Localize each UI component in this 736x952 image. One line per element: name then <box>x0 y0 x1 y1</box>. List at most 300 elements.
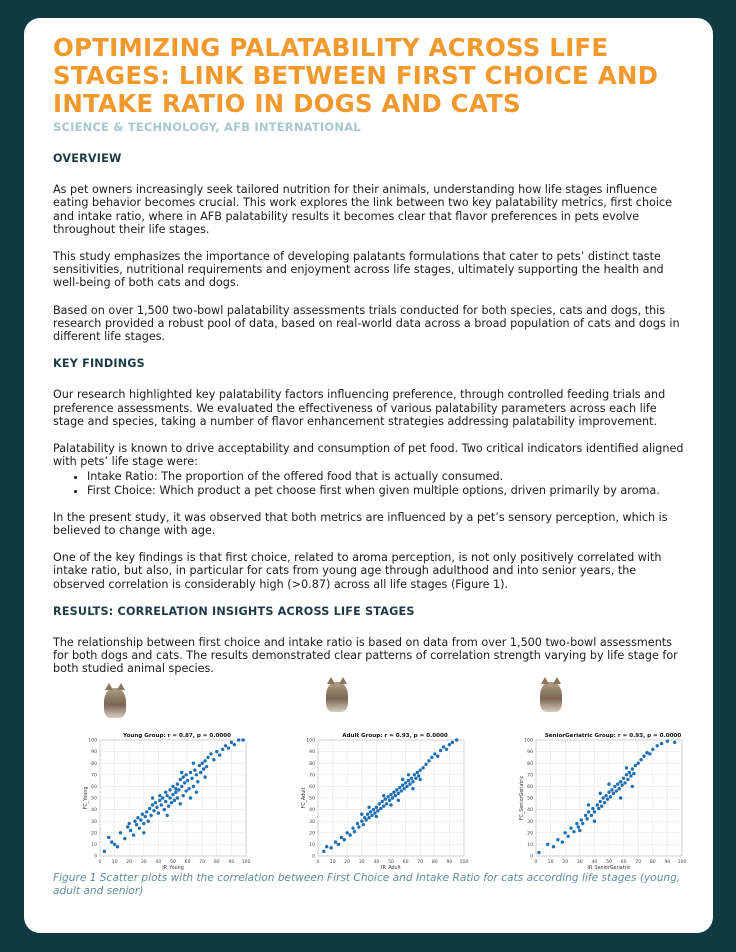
data-point <box>564 831 567 834</box>
data-point <box>168 796 171 799</box>
data-point <box>385 802 388 805</box>
x-tick-label: 90 <box>446 860 453 865</box>
data-point <box>170 801 173 804</box>
data-point <box>357 825 360 828</box>
overview-paragraph-2: This study emphasizes the importance of developing palatants formulations that cater to pets’ distinct taste sensitivities, nutritional requirements and enjoyment across life stages, ultimately supporting the health and well-being of both cats and dogs. <box>53 250 664 290</box>
data-point <box>404 781 407 784</box>
x-tick-label: 40 <box>591 860 598 865</box>
data-point <box>389 803 392 806</box>
data-point <box>445 748 448 751</box>
data-point <box>163 808 166 811</box>
data-point <box>155 806 158 809</box>
data-point <box>177 788 180 791</box>
data-point <box>167 804 170 807</box>
data-point <box>427 759 430 762</box>
data-point <box>436 755 439 758</box>
data-point <box>334 840 337 843</box>
data-point <box>215 750 218 753</box>
data-point <box>160 803 163 806</box>
data-point <box>151 796 154 799</box>
data-point <box>430 756 433 759</box>
data-point <box>442 745 445 748</box>
data-point <box>593 820 596 823</box>
data-point <box>419 778 422 781</box>
data-point <box>401 778 404 781</box>
x-tick-label: 80 <box>213 860 220 865</box>
y-tick-label: 30 <box>309 819 315 825</box>
data-point <box>600 804 603 807</box>
data-point <box>158 794 161 797</box>
y-tick-label: 50 <box>91 796 97 802</box>
data-point <box>618 787 621 790</box>
data-point <box>158 799 161 802</box>
data-point <box>398 786 401 789</box>
data-point <box>599 792 602 795</box>
document-card <box>24 18 713 933</box>
data-point <box>346 831 349 834</box>
data-point <box>651 748 654 751</box>
data-point <box>660 742 663 745</box>
data-point <box>237 738 240 741</box>
x-tick-label: 0 <box>98 860 102 865</box>
data-point <box>168 788 171 791</box>
data-point <box>416 771 419 774</box>
list-item: • Intake Ratio: The proportion of the offered food that is actually consumed. <box>87 470 689 483</box>
data-point <box>123 837 126 840</box>
x-tick-label: 0 <box>534 860 538 865</box>
data-point <box>329 846 332 849</box>
data-point <box>599 800 602 803</box>
scatter-adult <box>270 682 470 870</box>
data-point <box>381 800 384 803</box>
data-point <box>378 802 381 805</box>
data-point <box>609 795 612 798</box>
data-point <box>171 785 174 788</box>
data-point <box>556 838 559 841</box>
data-point <box>144 815 147 818</box>
cat-photo-icon <box>326 682 348 712</box>
data-point <box>382 804 385 807</box>
data-point <box>136 816 139 819</box>
data-point <box>546 843 549 846</box>
overview-paragraph-1: As pet owners increasingly seek tailored nutrition for their animals, understanding how life stages influence eating behavior becomes crucial. This work explores the link between two key palatability metrics, first choice and intake ratio, where in AFB palatability results it becomes clear that flavor preferences in pets evolve throughout their life stages. <box>53 183 673 236</box>
data-point <box>629 774 632 777</box>
data-point <box>407 773 410 776</box>
data-point <box>591 807 594 810</box>
data-point <box>187 787 190 790</box>
y-tick-label: 40 <box>527 808 533 814</box>
y-tick-label: 0 <box>94 854 97 860</box>
data-point <box>593 810 596 813</box>
data-point <box>164 791 167 794</box>
data-point <box>610 788 613 791</box>
data-point <box>142 822 145 825</box>
data-point <box>182 775 185 778</box>
data-point <box>113 843 116 846</box>
y-tick-label: 70 <box>527 773 533 779</box>
data-point <box>176 796 179 799</box>
data-point <box>362 823 365 826</box>
data-point <box>569 826 572 829</box>
cat-photo-icon <box>104 688 126 718</box>
x-tick-label: 10 <box>111 860 118 865</box>
data-point <box>364 818 367 821</box>
y-tick-label: 90 <box>309 750 315 756</box>
x-tick-label: 60 <box>402 860 409 865</box>
x-tick-label: 100 <box>677 860 687 865</box>
data-point <box>552 845 555 848</box>
data-point <box>587 810 590 813</box>
data-point <box>607 782 610 785</box>
data-point <box>119 831 122 834</box>
data-point <box>388 799 391 802</box>
data-point <box>351 826 354 829</box>
data-point <box>165 794 168 797</box>
data-point <box>411 780 414 783</box>
data-point <box>367 816 370 819</box>
data-point <box>369 810 372 813</box>
y-tick-label: 50 <box>527 796 533 802</box>
y-tick-label: 60 <box>91 785 97 790</box>
x-tick-label: 60 <box>184 860 191 865</box>
data-point <box>192 762 195 765</box>
data-point <box>343 838 346 841</box>
data-point <box>391 796 394 799</box>
page-subtitle: SCIENCE & TECHNOLOGY, AFB INTERNATIONAL <box>53 120 361 134</box>
data-point <box>189 771 192 774</box>
data-point <box>353 830 356 833</box>
data-point <box>451 741 454 744</box>
x-tick-label: 60 <box>620 860 627 865</box>
x-tick-label: 90 <box>228 860 235 865</box>
data-point <box>145 810 148 813</box>
data-point <box>218 753 221 756</box>
data-point <box>201 762 204 765</box>
x-tick-label: 20 <box>562 860 569 865</box>
data-point <box>397 799 400 802</box>
data-point <box>537 851 540 854</box>
data-point <box>198 764 201 767</box>
scatter-young <box>52 682 252 870</box>
x-tick-label: 20 <box>344 860 351 865</box>
y-tick-label: 50 <box>309 796 315 802</box>
data-point <box>103 850 106 853</box>
data-point <box>626 778 629 781</box>
key-findings-heading: KEY FINDINGS <box>53 357 145 371</box>
x-tick-label: 90 <box>664 860 671 865</box>
data-point <box>230 741 233 744</box>
x-tick-label: 50 <box>170 860 176 865</box>
data-point <box>372 808 375 811</box>
data-point <box>202 767 205 770</box>
data-point <box>566 835 569 838</box>
data-point <box>182 794 185 797</box>
figure-1-charts <box>52 682 692 870</box>
x-tick-label: 80 <box>649 860 656 865</box>
data-point <box>383 797 386 800</box>
data-point <box>620 784 623 787</box>
data-point <box>613 785 616 788</box>
data-point <box>322 850 325 853</box>
x-tick-label: 20 <box>126 860 133 865</box>
data-point <box>673 741 676 744</box>
y-tick-label: 30 <box>91 819 97 825</box>
data-point <box>174 787 177 790</box>
x-tick-label: 50 <box>388 860 394 865</box>
data-point <box>176 782 179 785</box>
y-tick-label: 30 <box>527 819 533 825</box>
data-point <box>666 739 669 742</box>
data-point <box>141 813 144 816</box>
data-point <box>205 765 208 768</box>
data-point <box>203 775 206 778</box>
data-point <box>639 758 642 761</box>
key-findings-paragraph-4: One of the key findings is that first choice, related to aroma perception, is not only positively correlated with intake ratio, but also, in particular for cats from young age through adulthood and into senior years, the observed correlation is considerably high (>0.87) across all life stages (Figure 1). <box>53 551 662 591</box>
data-point <box>572 830 575 833</box>
data-point <box>348 833 351 836</box>
chart-title: Adult Group: r = 0.93, p = 0.0000 <box>342 733 448 739</box>
data-point <box>138 826 141 829</box>
x-tick-label: 80 <box>431 860 438 865</box>
y-tick-label: 70 <box>91 773 97 779</box>
data-point <box>395 788 398 791</box>
data-point <box>401 784 404 787</box>
data-point <box>587 803 590 806</box>
data-point <box>164 800 167 803</box>
data-point <box>367 806 370 809</box>
data-point <box>221 748 224 751</box>
data-point <box>174 791 177 794</box>
data-point <box>373 811 376 814</box>
data-point <box>578 829 581 832</box>
data-point <box>129 829 132 832</box>
data-point <box>382 794 385 797</box>
overview-paragraph-3: Based on over 1,500 two-bowl palatability assessments trials conducted for both species, cats and dogs, this research provided a robust pool of data, based on real-world data across a broad population of cats and dogs in different life stages. <box>53 303 680 344</box>
y-tick-label: 40 <box>309 808 315 814</box>
data-point <box>128 822 131 825</box>
data-point <box>366 813 369 816</box>
x-tick-label: 10 <box>547 860 554 865</box>
chart-senior <box>488 682 688 874</box>
data-point <box>173 799 176 802</box>
x-tick-label: 100 <box>241 860 251 865</box>
data-point <box>397 792 400 795</box>
data-point <box>146 820 149 823</box>
scatter-senior <box>488 682 688 870</box>
x-tick-label: 0 <box>316 860 320 865</box>
data-point <box>360 813 363 816</box>
y-tick-label: 70 <box>309 773 315 779</box>
data-point <box>370 814 373 817</box>
data-point <box>340 836 343 839</box>
data-point <box>584 814 587 817</box>
data-point <box>413 773 416 776</box>
data-point <box>648 752 651 755</box>
y-tick-label: 90 <box>91 750 97 756</box>
data-point <box>209 752 212 755</box>
data-point <box>631 785 634 788</box>
data-point <box>110 840 113 843</box>
data-point <box>631 767 634 770</box>
data-point <box>417 774 420 777</box>
data-point <box>193 768 196 771</box>
data-point <box>645 751 648 754</box>
data-point <box>196 780 199 783</box>
data-point <box>625 766 628 769</box>
y-tick-label: 10 <box>91 843 97 848</box>
data-point <box>203 759 206 762</box>
x-tick-label: 70 <box>417 860 424 865</box>
y-tick-label: 20 <box>91 831 97 837</box>
x-tick-label: 40 <box>373 860 380 865</box>
data-point <box>581 822 584 825</box>
data-point <box>585 817 588 820</box>
overview-heading: OVERVIEW <box>53 152 122 165</box>
data-point <box>424 763 427 766</box>
y-tick-label: 20 <box>309 831 315 837</box>
data-point <box>179 778 182 781</box>
data-point <box>152 809 155 812</box>
data-point <box>414 777 417 780</box>
data-point <box>642 755 645 758</box>
data-point <box>400 789 403 792</box>
x-tick-label: 30 <box>358 860 365 865</box>
data-point <box>376 809 379 812</box>
y-tick-label: 100 <box>306 738 315 744</box>
data-point <box>575 822 578 825</box>
data-point <box>419 768 422 771</box>
data-point <box>655 744 658 747</box>
data-point <box>154 801 157 804</box>
x-tick-label: 10 <box>329 860 336 865</box>
data-point <box>615 789 618 792</box>
data-point <box>142 831 145 834</box>
y-tick-label: 0 <box>530 854 533 860</box>
x-tick-label: 70 <box>199 860 206 865</box>
data-point <box>107 836 110 839</box>
data-point <box>405 785 408 788</box>
y-tick-label: 10 <box>527 843 533 848</box>
data-point <box>619 780 622 783</box>
data-point <box>132 833 135 836</box>
chart-title: SeniorGeriatric Group: r = 0.93, p = 0.0000 <box>544 733 682 739</box>
data-point <box>433 752 436 755</box>
data-point <box>607 791 610 794</box>
data-point <box>195 773 198 776</box>
data-point <box>455 738 458 741</box>
data-point <box>356 822 359 825</box>
data-point <box>224 744 227 747</box>
chart-adult <box>270 682 470 874</box>
cat-photo-icon <box>540 682 562 712</box>
data-point <box>195 791 198 794</box>
chart-title: Young Group: r = 0.87, p = 0.0000 <box>122 733 232 739</box>
y-axis-label: FC_Young <box>84 786 89 810</box>
data-point <box>360 820 363 823</box>
x-axis-label: IR_Young <box>162 866 184 870</box>
data-point <box>157 811 160 814</box>
x-tick-label: 30 <box>140 860 147 865</box>
figure-caption: Figure 1 Scatter plots with the correlation between First Choice and Intake Ratio for cats according life stages (young, adult and senior) <box>53 872 681 897</box>
list-item: • First Choice: Which product a pet choose first when given multiple options, driven primarily by aroma. <box>87 484 689 497</box>
data-point <box>183 781 186 784</box>
data-point <box>179 802 182 805</box>
data-point <box>135 823 138 826</box>
y-tick-label: 10 <box>309 843 315 848</box>
data-point <box>133 820 136 823</box>
data-point <box>139 818 142 821</box>
data-point <box>410 777 413 780</box>
data-point <box>227 746 230 749</box>
key-findings-paragraph-3: In the present study, it was observed that both metrics are influenced by a pet’s sensory perception, which is believed to change with age. <box>53 510 668 538</box>
y-axis-label: FC_SeniorGeriatric <box>520 775 525 821</box>
data-point <box>184 789 187 792</box>
y-tick-label: 100 <box>88 738 97 744</box>
data-point <box>212 758 215 761</box>
x-axis-label: IR_Adult <box>381 866 401 870</box>
data-point <box>180 785 183 788</box>
data-point <box>625 773 628 776</box>
y-tick-label: 60 <box>527 785 533 790</box>
data-point <box>126 825 129 828</box>
data-point <box>171 793 174 796</box>
data-point <box>448 743 451 746</box>
y-tick-label: 80 <box>309 761 315 767</box>
data-point <box>421 766 424 769</box>
data-point <box>375 806 378 809</box>
data-point <box>389 793 392 796</box>
data-point <box>189 796 192 799</box>
data-point <box>597 807 600 810</box>
data-point <box>392 791 395 794</box>
data-point <box>184 773 187 776</box>
data-point <box>180 771 183 774</box>
data-point <box>604 794 607 797</box>
data-point <box>577 825 580 828</box>
page-title: OPTIMIZING PALATABILITY ACROSS LIFE STAGES: LINK BETWEEN FIRST CHOICE AND INTAKE RATIO IN DOGS AND CATS <box>53 33 659 118</box>
data-point <box>407 779 410 782</box>
y-tick-label: 40 <box>91 808 97 814</box>
data-point <box>325 845 328 848</box>
data-point <box>411 787 414 790</box>
data-point <box>149 814 152 817</box>
data-point <box>408 782 411 785</box>
chart-young <box>52 682 252 874</box>
data-point <box>394 794 397 797</box>
data-point <box>439 749 442 752</box>
data-point <box>580 818 583 821</box>
data-point <box>402 787 405 790</box>
data-point <box>206 756 209 759</box>
data-point <box>623 781 626 784</box>
y-tick-label: 60 <box>309 785 315 790</box>
data-point <box>628 771 631 774</box>
y-tick-label: 0 <box>312 854 315 860</box>
data-point <box>622 777 625 780</box>
data-point <box>148 807 151 810</box>
data-point <box>619 796 622 799</box>
data-point <box>192 785 195 788</box>
article-body <box>53 152 689 690</box>
results-heading: RESULTS: CORRELATION INSIGHTS ACROSS LIFE STAGES <box>53 604 415 618</box>
data-point <box>375 815 378 818</box>
data-point <box>632 772 635 775</box>
data-point <box>116 845 119 848</box>
y-tick-label: 80 <box>91 761 97 767</box>
data-point <box>161 796 164 799</box>
data-point <box>601 796 604 799</box>
data-point <box>186 779 189 782</box>
